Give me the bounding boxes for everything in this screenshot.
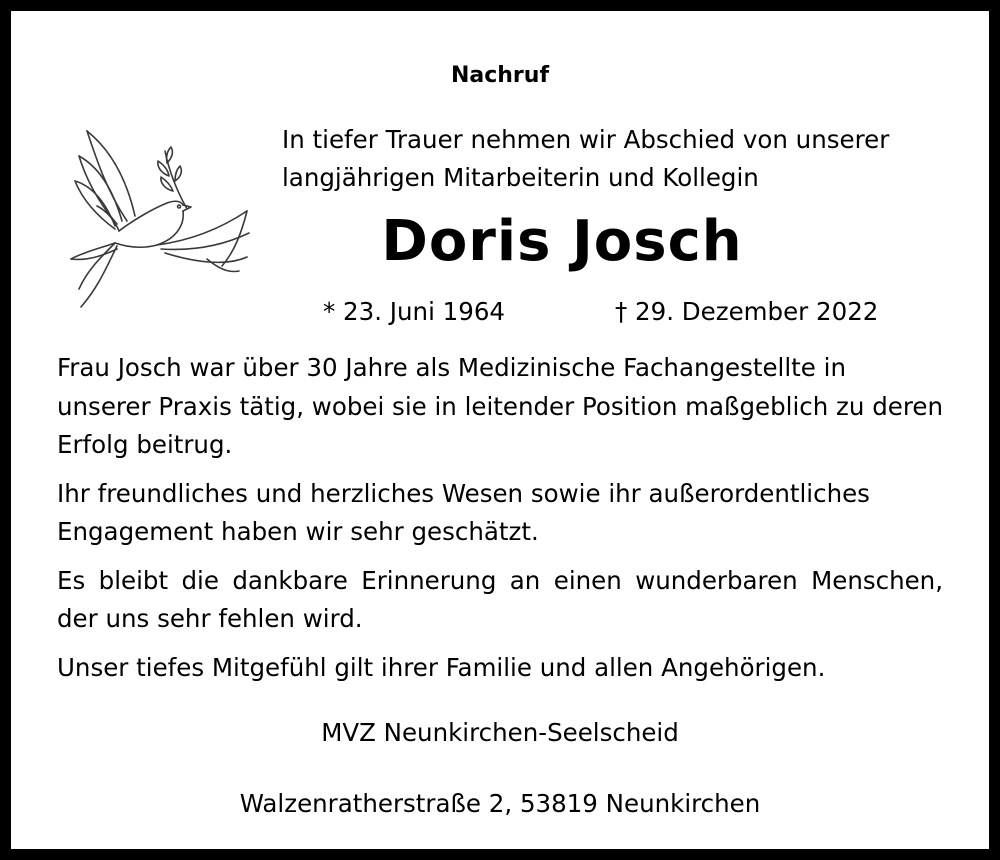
- notice-body: [57, 349, 943, 697]
- body-paragraph: Ihr freundliches und herzliches Wesen sowie ihr außerordentliches Engagement haben wir sehr geschätzt.: [57, 478, 870, 546]
- signature-address: Walzenratherstraße 2, 53819 Neunkirchen: [239, 789, 761, 818]
- signature-name: MVZ Neunkirchen-Seelscheid: [321, 718, 679, 747]
- body-paragraph: Frau Josch war über 30 Jahre als Medizinische Fachangestellte in unserer Praxis tätig, wobei sie in leitender Position maßgeblich zu deren Erfolg beitrug.: [57, 353, 943, 459]
- death-date: † 29. Dezember 2022: [615, 297, 879, 326]
- body-paragraph: Unser tiefes Mitgefühl gilt ihrer Familie und allen Angehörigen.: [57, 652, 826, 682]
- deceased-name: Doris Josch: [381, 209, 743, 274]
- intro-text: [282, 121, 982, 197]
- birth-date: * 23. Juni 1964: [323, 297, 506, 326]
- intro-line: In tiefer Trauer nehmen wir Abschied von unserer: [282, 125, 890, 154]
- notice-heading: Nachruf: [450, 63, 550, 88]
- body-paragraph: Es bleibt die dankbare Erinnerung an einen wunderbaren Menschen, der uns sehr fehlen wird.: [57, 565, 943, 633]
- intro-line: langjährigen Mitarbeiterin und Kollegin: [282, 163, 759, 192]
- dove-icon: [57, 121, 257, 321]
